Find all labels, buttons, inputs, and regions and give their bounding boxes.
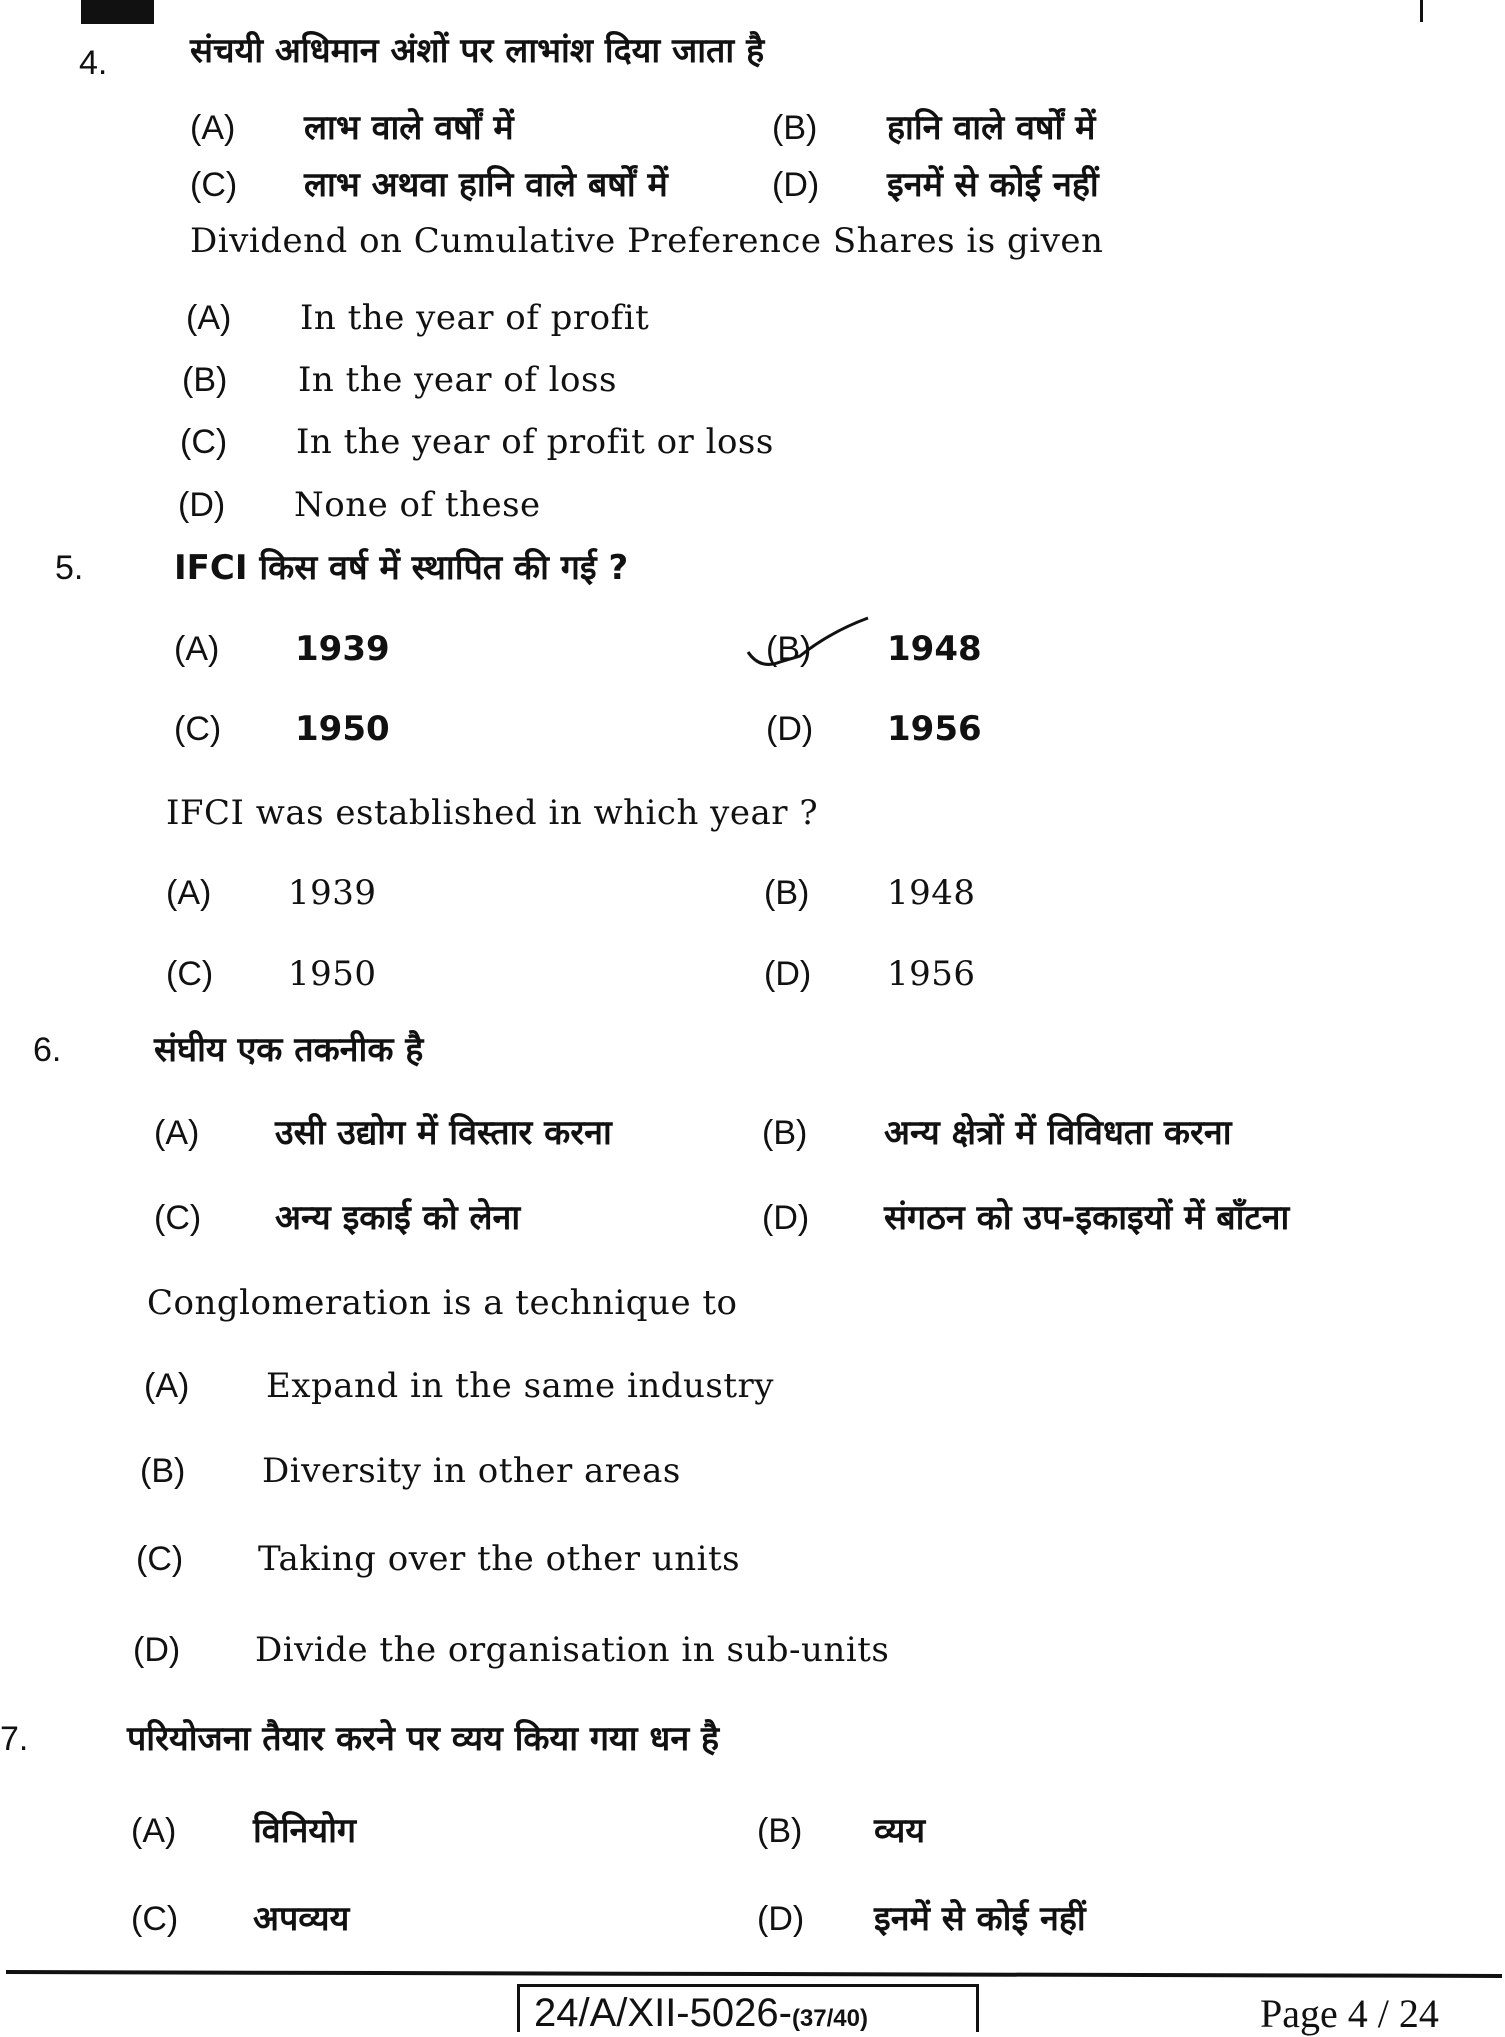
- option-text: None of these: [294, 485, 541, 525]
- paper-set: (37/40): [791, 2005, 868, 2032]
- option-label: (A): [131, 1812, 177, 1850]
- question-number: 4.: [79, 44, 108, 82]
- option-text: संगठन को उप-इकाइयों में बाँटना: [884, 1198, 1290, 1238]
- option-label: (B): [764, 874, 810, 912]
- question-text-hindi: संघीय एक तकनीक है: [154, 1030, 424, 1070]
- option-label: (A): [186, 299, 232, 337]
- option-label: (B): [140, 1452, 186, 1490]
- option-label: (A): [174, 630, 220, 668]
- option-label: (C): [190, 166, 238, 204]
- option-text: अन्य क्षेत्रों में विविधता करना: [884, 1113, 1232, 1153]
- option-label: (D): [766, 710, 814, 748]
- option-label: (C): [131, 1900, 179, 1938]
- option-text: In the year of profit: [300, 298, 650, 338]
- option-label: (B): [182, 361, 228, 399]
- option-text: Taking over the other units: [258, 1539, 741, 1579]
- option-label: (B): [757, 1812, 803, 1850]
- option-text: 1939: [288, 873, 377, 913]
- option-text: Diversity in other areas: [262, 1451, 681, 1491]
- option-label: (A): [166, 874, 212, 912]
- option-text: 1939: [295, 629, 390, 669]
- tick-mark-icon: [740, 612, 880, 672]
- option-text: In the year of profit or loss: [296, 422, 774, 462]
- option-label: (C): [136, 1540, 184, 1578]
- paper-code: [517, 1984, 979, 2035]
- question-number: 7.: [0, 1720, 29, 1758]
- option-label: (D): [764, 955, 812, 993]
- option-label: (A): [144, 1367, 190, 1405]
- option-label: (D): [178, 486, 226, 524]
- option-label: (C): [174, 710, 222, 748]
- option-label: (B): [772, 109, 818, 147]
- option-label: (D): [757, 1900, 805, 1938]
- option-text: अन्य इकाई को लेना: [275, 1198, 521, 1238]
- option-label: (B): [762, 1114, 808, 1152]
- option-label: (C): [180, 423, 228, 461]
- option-text: हानि वाले वर्षों में: [887, 108, 1096, 148]
- option-text: इनमें से कोई नहीं: [887, 165, 1099, 205]
- option-label: (A): [190, 109, 236, 147]
- option-text: व्यय: [874, 1811, 926, 1851]
- option-text: In the year of loss: [298, 360, 617, 400]
- question-text-english: Conglomeration is a technique to: [147, 1283, 738, 1323]
- option-text: विनियोग: [253, 1811, 357, 1851]
- corner-mark: [1420, 0, 1423, 22]
- option-text: 1948: [887, 629, 982, 669]
- question-text-hindi: परियोजना तैयार करने पर व्यय किया गया धन है: [127, 1719, 720, 1759]
- option-text: अपव्यय: [253, 1899, 350, 1939]
- question-text-hindi: संचयी अधिमान अंशों पर लाभांश दिया जाता है: [190, 31, 765, 71]
- option-text: Divide the organisation in sub-units: [255, 1630, 890, 1670]
- option-label: (C): [154, 1199, 202, 1237]
- option-label: (D): [772, 166, 820, 204]
- question-number: 5.: [55, 549, 84, 587]
- question-text-english: Dividend on Cumulative Preference Shares is given: [190, 221, 1104, 261]
- option-text: Expand in the same industry: [266, 1366, 774, 1406]
- paper-code-text: 24/A/XII-5026-: [534, 1991, 792, 2035]
- option-text: 1956: [887, 954, 976, 994]
- option-text: 1956: [887, 709, 982, 749]
- option-label: (D): [762, 1199, 810, 1237]
- option-text: उसी उद्योग में विस्तार करना: [275, 1113, 612, 1153]
- question-text-english: IFCI was established in which year ?: [166, 793, 819, 833]
- option-text: लाभ अथवा हानि वाले बर्षों में: [304, 165, 668, 205]
- corner-tab-mark: [81, 0, 154, 24]
- option-label: (C): [166, 955, 214, 993]
- option-label: (A): [154, 1114, 200, 1152]
- question-text-hindi: IFCI किस वर्ष में स्थापित की गई ?: [174, 548, 629, 588]
- option-text: 1950: [288, 954, 377, 994]
- option-label: (D): [133, 1631, 181, 1669]
- option-text: इनमें से कोई नहीं: [874, 1899, 1086, 1939]
- question-number: 6.: [33, 1031, 62, 1069]
- option-text: लाभ वाले वर्षों में: [304, 108, 514, 148]
- option-text: 1950: [295, 709, 390, 749]
- option-label: (B): [766, 630, 812, 668]
- footer-rule: [6, 1970, 1502, 1978]
- option-text: 1948: [887, 873, 976, 913]
- page-number: Page 4 / 24: [1260, 1991, 1439, 2036]
